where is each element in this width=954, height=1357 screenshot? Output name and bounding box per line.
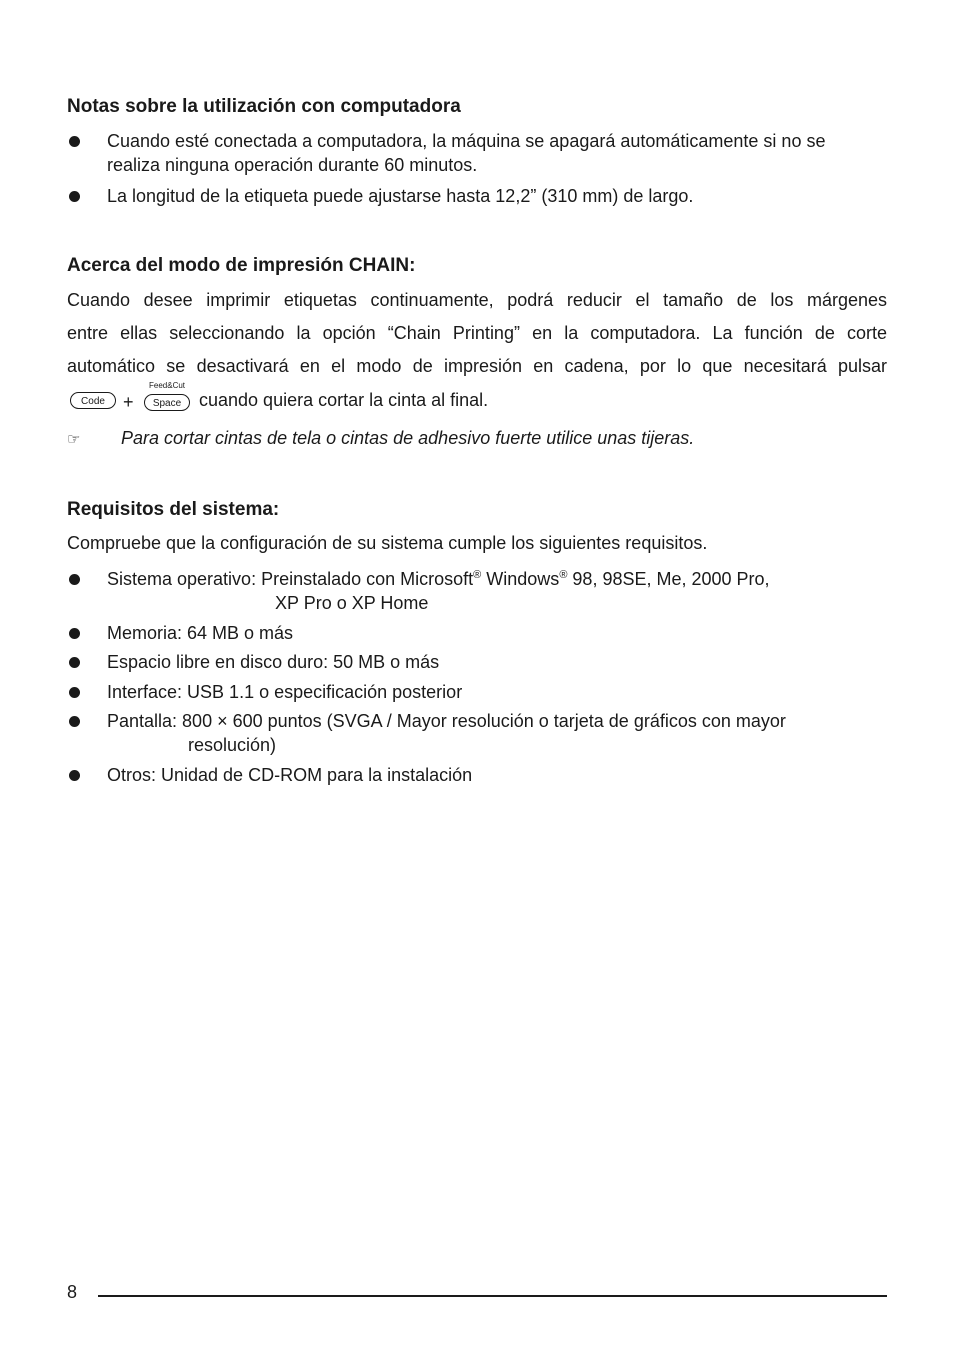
chain-paragraph (67, 284, 887, 383)
bullet-text: XP Pro o XP Home (275, 593, 429, 613)
bullet-icon (69, 574, 80, 585)
bullet-text: Cuando esté conectada a computadora, la máquina se apagará automáticamente si no se (107, 131, 826, 151)
registered-mark: ® (473, 569, 482, 581)
bullet-text: Interface: USB 1.1 o especificación posterior (107, 682, 463, 702)
bullet-icon (69, 191, 80, 202)
bullet-icon (69, 657, 80, 668)
key-instruction-text: cuando quiera cortar la cinta al final. (199, 390, 489, 410)
bullet-icon (69, 628, 80, 639)
bullet-text: La longitud de la etiqueta puede ajustarse hasta 12,2” (310 mm) de largo. (107, 186, 694, 206)
pointing-hand-icon: ☞ (67, 431, 81, 448)
bullet-text: Memoria: 64 MB o más (107, 623, 294, 643)
section-title-chain: Acerca del modo de impresión CHAIN: (67, 255, 416, 276)
registered-mark: ® (559, 569, 568, 581)
page-number: 8 (67, 1282, 78, 1302)
bullet-icon (69, 716, 80, 727)
key-combination (67, 381, 887, 421)
bullet-text: 98, 98SE, Me, 2000 Pro, (567, 569, 770, 589)
bullet-icon (69, 770, 80, 781)
paragraph-line: Cuando desee imprimir etiquetas continuamente, podrá reducir el tamaño de los márgenes (67, 290, 887, 310)
requisitos-intro: Compruebe que la configuración de su sistema cumple los siguientes requisitos. (67, 533, 708, 553)
plus-sign: + (123, 392, 134, 412)
footer-divider (98, 1295, 887, 1297)
note-text: Para cortar cintas de tela o cintas de adhesivo fuerte utilice unas tijeras. (121, 428, 695, 448)
bullet-text: Espacio libre en disco duro: 50 MB o más (107, 652, 440, 672)
bullet-text: Sistema operativo: Preinstalado con Microsoft (107, 569, 474, 589)
bullet-icon (69, 136, 80, 147)
section-title-requisitos: Requisitos del sistema: (67, 499, 280, 520)
bullet-text: Pantalla: 800 × 600 puntos (SVGA / Mayor resolución o tarjeta de gráficos con mayor (107, 711, 786, 731)
paragraph-line: entre ellas seleccionando la opción “Chain Printing” en la computadora. La función de corte (67, 323, 887, 343)
section-title-notas: Notas sobre la utilización con computadora (67, 96, 461, 117)
code-key-icon: Code (70, 392, 116, 409)
bullet-text: Windows (481, 569, 560, 589)
bullet-text: resolución) (188, 735, 277, 755)
space-key-icon: Space (144, 394, 190, 411)
bullet-text: realiza ninguna operación durante 60 minutos. (107, 155, 478, 175)
bullet-text: Otros: Unidad de CD-ROM para la instalación (107, 765, 473, 785)
feed-cut-label: Feed&Cut (149, 381, 186, 390)
paragraph-line: automático se desactivará en el modo de impresión en cadena, por lo que necesitará pulsar (67, 356, 887, 376)
bullet-icon (69, 687, 80, 698)
